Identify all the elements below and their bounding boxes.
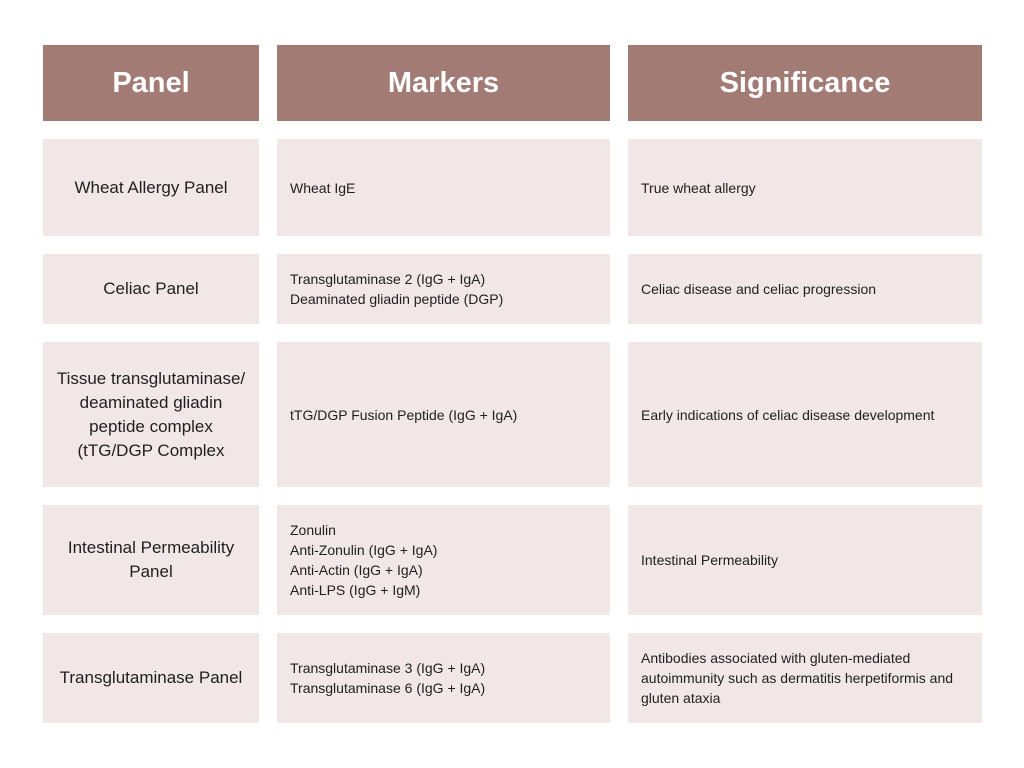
marker-text-line: Transglutaminase 2 (IgG + IgA) (290, 271, 486, 287)
marker-text-line: Zonulin (290, 522, 336, 538)
marker-text-line: Anti-Actin (IgG + IgA) (290, 562, 423, 578)
significance-text-line: gluten ataxia (641, 690, 721, 706)
table-row-2-markers (277, 254, 610, 324)
header-markers (277, 45, 610, 121)
table-row-5-significance (628, 633, 982, 723)
header-significance-label: Significance (719, 66, 891, 99)
header-markers-label: Markers (387, 66, 500, 99)
table-row-1-significance (628, 139, 982, 236)
panel-text-line: Intestinal Permeability (67, 538, 235, 557)
table-row-4-panel (43, 505, 259, 615)
table-row-5-panel (43, 633, 259, 723)
marker-text-line: Deaminated gliadin peptide (DGP) (290, 291, 504, 307)
significance-text-line: Celiac disease and celiac progression (641, 281, 877, 297)
significance-text-line: True wheat allergy (641, 179, 756, 196)
table-row-4-significance (628, 505, 982, 615)
marker-text-line: Anti-LPS (IgG + IgM) (290, 582, 421, 598)
marker-text-line: Anti-Zonulin (IgG + IgA) (290, 542, 438, 558)
table-row-2-panel (43, 254, 259, 324)
header-significance (628, 45, 982, 121)
table-row-3-markers (277, 342, 610, 487)
panel-text-line: Wheat Allergy Panel (74, 177, 228, 197)
significance-text-line: autoimmunity such as dermatitis herpetiformis and (641, 670, 954, 686)
significance-text-line: Antibodies associated with gluten-mediated (641, 650, 911, 666)
table-row-5-markers (277, 633, 610, 723)
panel-text-line: Tissue transglutaminase/ (56, 368, 246, 388)
panel-text-line: Panel (129, 562, 173, 581)
panel-text-line: Transglutaminase Panel (59, 668, 243, 687)
marker-text-line: Transglutaminase 6 (IgG + IgA) (290, 680, 486, 696)
table-row-3-panel (43, 342, 259, 487)
table-row-2-significance (628, 254, 982, 324)
header-panel (43, 45, 259, 121)
panel-text-line: (tTG/DGP Complex (77, 440, 225, 460)
significance-text-line: Intestinal Permeability (641, 552, 778, 568)
marker-text-line: tTG/DGP Fusion Peptide (IgG + IgA) (290, 406, 518, 423)
panel-text-line: Celiac Panel (103, 279, 199, 298)
significance-text-line: Early indications of celiac disease development (641, 406, 935, 423)
panel-text-line: peptide complex (89, 416, 213, 436)
table-row-1-markers (277, 139, 610, 236)
table-row-4-markers (277, 505, 610, 615)
header-panel-label: Panel (112, 66, 190, 99)
marker-text-line: Transglutaminase 3 (IgG + IgA) (290, 660, 486, 676)
panel-text-line: deaminated gliadin (79, 392, 223, 412)
table-row-3-significance (628, 342, 982, 487)
table-row-1-panel (43, 139, 259, 236)
marker-text-line: Wheat IgE (290, 179, 356, 196)
